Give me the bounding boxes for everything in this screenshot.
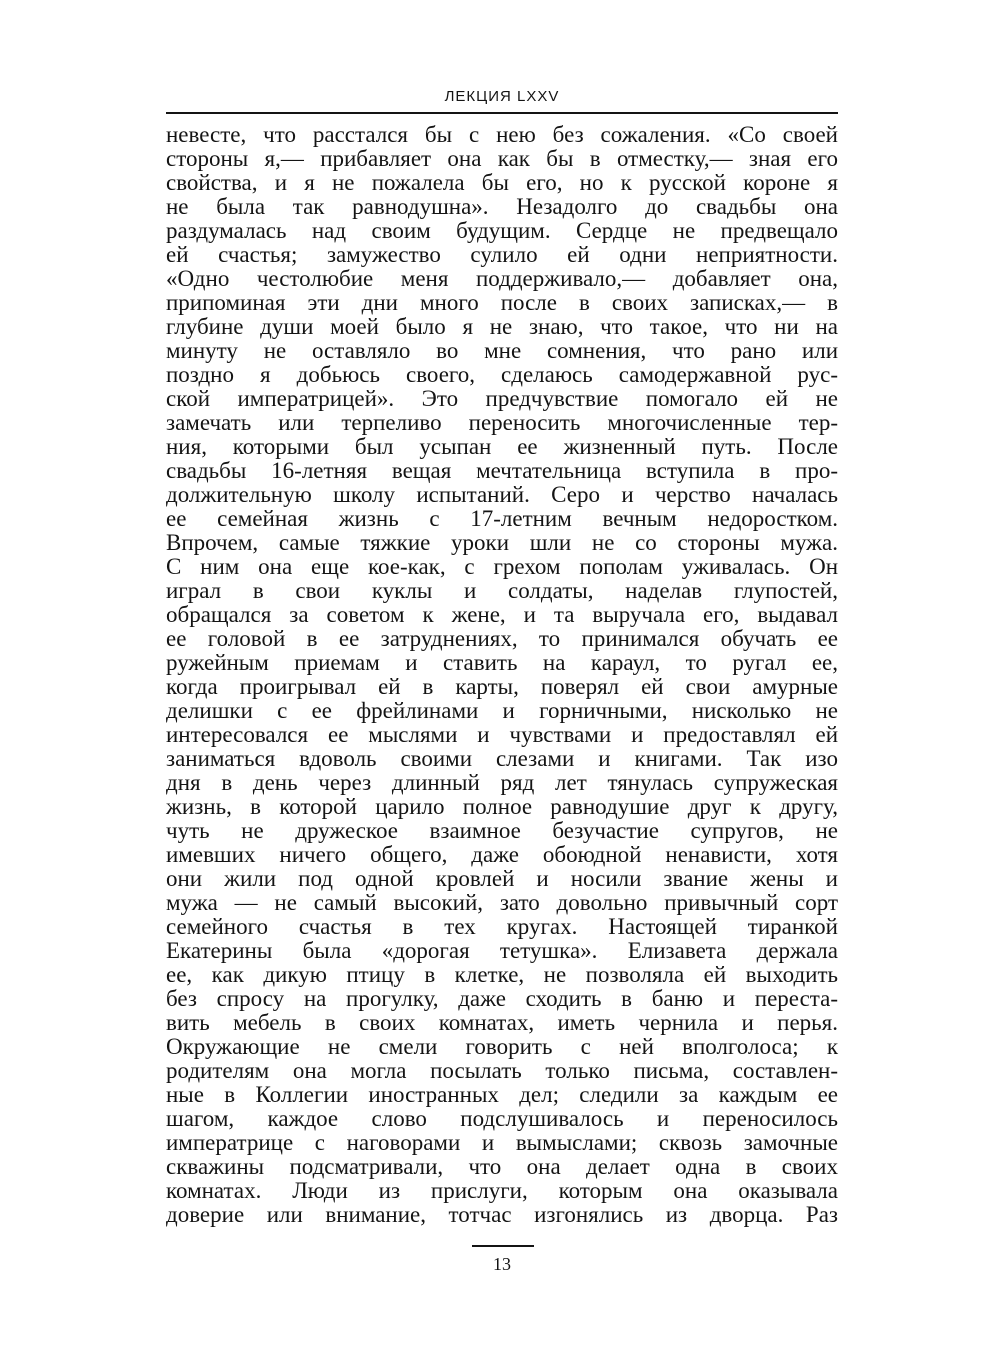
text-line: ния, которыми был усыпан ее жизненный путь. После xyxy=(166,434,838,459)
text-line: ные в Коллегии иностранных дел; следили за каждым ее xyxy=(166,1082,838,1107)
text-line: раздумалась над своим будущим. Сердце не предвещало xyxy=(166,218,838,243)
text-line: невесте, что расстался бы с нею без сожаления. «Со своей xyxy=(166,122,838,147)
text-line: «Одно честолюбие меня поддерживало,— добавляет она, xyxy=(166,266,838,291)
text-line: заниматься вдоволь своими слезами и книгами. Так изо xyxy=(166,746,838,771)
text-line: мужа — не самый высокий, зато довольно привычный сорт xyxy=(166,890,838,915)
header-rule xyxy=(166,112,838,114)
text-line: вить мебель в своих комнатах, иметь чернила и перья. xyxy=(166,1010,838,1035)
text-line: свойства, и я не пожалела бы его, но к русской короне я xyxy=(166,170,838,195)
text-line: доверие или внимание, тотчас изгонялись из дворца. Раз xyxy=(166,1202,838,1227)
folio-rule xyxy=(472,1245,534,1247)
text-line: свадьбы 16-летняя вещая мечтательница вступила в про- xyxy=(166,458,838,483)
text-line: должительную школу испытаний. Серо и черство началась xyxy=(166,482,838,507)
text-line: без спросу на прогулку, даже сходить в баню и переста- xyxy=(166,986,838,1011)
text-line: поздно я добьюсь своего, сделаюсь самодержавной рус- xyxy=(166,362,838,387)
text-line: чуть не дружеское взаимное безучастие супругов, не xyxy=(166,818,838,843)
page-number: 13 xyxy=(493,1254,511,1274)
text-line: родителям она могла посылать только письма, составлен- xyxy=(166,1058,838,1083)
text-line: обращался за советом к жене, и та выручала его, выдавал xyxy=(166,602,838,627)
text-line: жизнь, в которой царило полное равнодушие друг к другу, xyxy=(166,794,838,819)
text-line: ской императрицей». Это предчувствие помогало ей не xyxy=(166,386,838,411)
text-line: скважины подсматривали, что она делает одна в своих xyxy=(166,1154,838,1179)
text-line: ее семейная жизнь с 17-летним вечным недоростком. xyxy=(166,506,838,531)
text-line: дня в день через длинный ряд лет тянулась супружеская xyxy=(166,770,838,795)
text-line: ее головой в ее затруднениях, то принимался обучать ее xyxy=(166,626,838,651)
text-line: замечать или терпеливо переносить многочисленные тер- xyxy=(166,410,838,435)
text-line: императрице с наговорами и вымыслами; сквозь замочные xyxy=(166,1130,838,1155)
text-line: комнатах. Люди из прислуги, которым она оказывала xyxy=(166,1178,838,1203)
body-text xyxy=(166,123,838,1227)
text-line: минуту не оставляло во мне сомнения, что рано или xyxy=(166,338,838,363)
text-line: стороны я,— прибавляет она как бы в отместку,— зная его xyxy=(166,146,838,171)
text-line: интересовался ее мыслями и чувствами и предоставлял ей xyxy=(166,722,838,747)
text-line: семейного счастья в тех кругах. Настоящей тиранкой xyxy=(166,914,838,939)
text-line: глубине души моей было я не знаю, что такое, что ни на xyxy=(166,314,838,339)
text-line: делишки с ее фрейлинами и горничными, нисколько не xyxy=(166,698,838,723)
text-line: Екатерины была «дорогая тетушка». Елизавета держала xyxy=(166,938,838,963)
text-line: ей счастья; замужество сулило ей одни неприятности. xyxy=(166,242,838,267)
text-line: не была так равнодушна». Незадолго до свадьбы она xyxy=(166,194,838,219)
text-line: Впрочем, самые тяжкие уроки шли не со стороны мужа. xyxy=(166,530,838,555)
text-line: шагом, каждое слово подслушивалось и переносилось xyxy=(166,1106,838,1131)
text-line: припоминая эти дни много после в своих записках,— в xyxy=(166,290,838,315)
text-line: они жили под одной кровлей и носили звание жены и xyxy=(166,866,838,891)
text-line: играл в свои куклы и солдаты, наделав глупостей, xyxy=(166,578,838,603)
text-line: Окружающие не смели говорить с ней вполголоса; к xyxy=(166,1034,838,1059)
text-line: ружейным приемам и ставить на караул, то ругал ее, xyxy=(166,650,838,675)
text-line: ее, как дикую птицу в клетке, не позволяла ей выходить xyxy=(166,962,838,987)
text-line: когда проигрывал ей в карты, поверял ей свои амурные xyxy=(166,674,838,699)
text-line: имевших ничего общего, даже обоюдной ненависти, хотя xyxy=(166,842,838,867)
text-line: С ним она еще кое-как, с грехом пополам уживалась. Он xyxy=(166,554,838,579)
running-head: ЛЕКЦИЯ LXXV xyxy=(444,88,560,105)
